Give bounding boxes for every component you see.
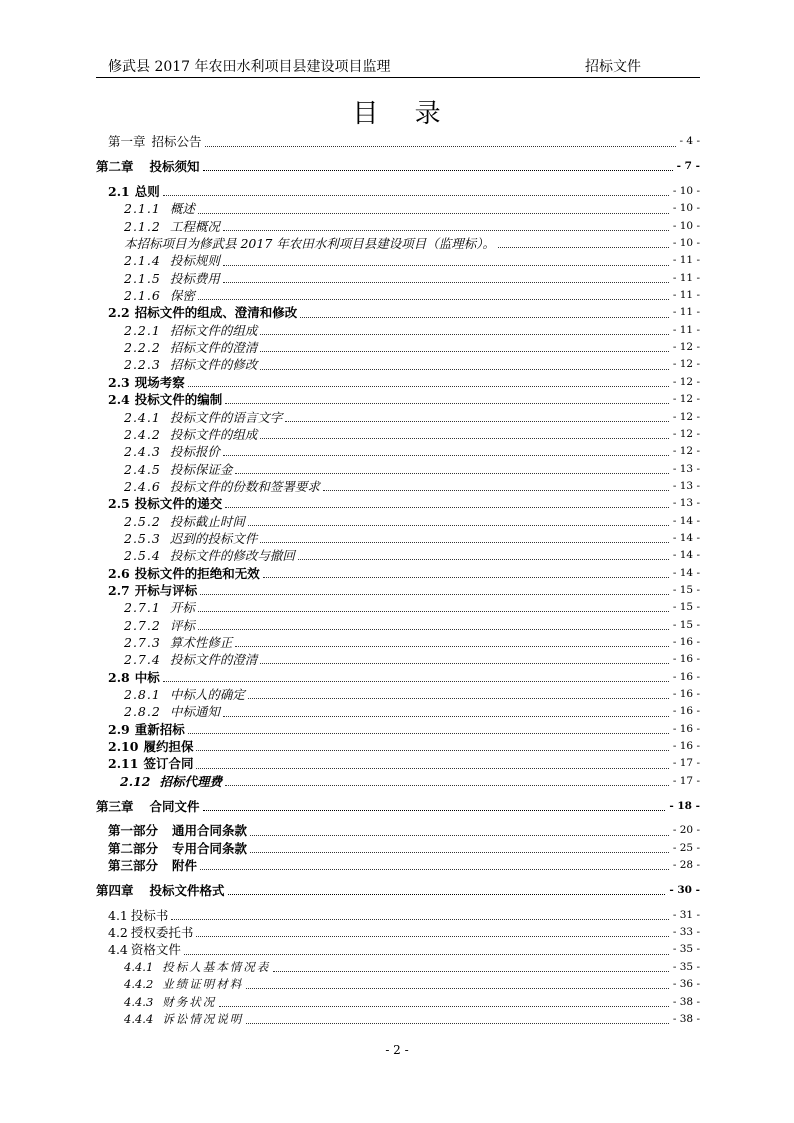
toc-entry (96, 798, 700, 815)
toc-entry-title: 现场考察 (134, 374, 185, 390)
toc-leader-dots (285, 421, 669, 422)
header-document-type: 招标文件 (585, 59, 641, 75)
toc-entry-number: 2.1.4 (124, 253, 161, 269)
toc-entry-title: 概述 (169, 201, 195, 217)
toc-entry (108, 183, 700, 200)
toc-page-number: - 38 - (672, 1012, 700, 1025)
toc-entry-title: 投标书 (130, 907, 169, 923)
toc-entry-title: 专用合同条款 (172, 840, 248, 856)
toc-page-number: - 16 - (672, 653, 700, 666)
toc-entry (124, 599, 700, 616)
toc-entry-number: 第二部分 (108, 840, 159, 856)
toc-page-number: - 16 - (672, 635, 700, 648)
toc-entry (124, 513, 700, 530)
toc-page-number: - 11 - (672, 323, 700, 336)
toc-leader-dots (200, 594, 669, 595)
toc-entry-number: 2.2.1 (124, 322, 161, 338)
toc-entry-number: 2.8 (108, 669, 130, 685)
toc-leader-dots (250, 835, 669, 836)
toc-entry-title: 招标文件的修改 (169, 357, 258, 373)
toc-page-number: - 20 - (672, 824, 700, 837)
toc-entry-title: 投标文件的拒绝和无效 (134, 565, 260, 581)
toc-page-number: - 12 - (672, 375, 700, 388)
toc-entry-number: 第三章 (96, 798, 134, 814)
toc-entry (124, 976, 700, 993)
toc-entry (124, 409, 700, 426)
toc-entry-number: 2.1.2 (124, 218, 161, 234)
toc-entry-number: 2.2.3 (124, 357, 161, 373)
toc-leader-dots (260, 542, 669, 543)
toc-entry (108, 907, 700, 924)
toc-page-number: - 10 - (672, 202, 700, 215)
toc-page-number: - 4 - (679, 135, 700, 148)
toc-leader-dots (246, 1023, 669, 1024)
toc-entry-number: 2.7.4 (124, 652, 161, 668)
toc-leader-dots (235, 473, 669, 474)
toc-entry-number: 2.4.5 (124, 461, 161, 477)
toc-title: 目 录 (352, 99, 442, 129)
toc-page-number: - 15 - (672, 601, 700, 614)
toc-entry (96, 882, 700, 899)
toc-entry (108, 755, 700, 772)
toc-entry-number: 4.4.3 (124, 994, 154, 1009)
toc-leader-dots (205, 146, 676, 147)
toc-page-number: - 35 - (672, 943, 700, 956)
toc-entry-title: 工程概况 (169, 218, 220, 234)
toc-leader-dots (188, 386, 669, 387)
toc-leader-dots (225, 507, 669, 508)
toc-page-number: - 14 - (672, 514, 700, 527)
toc-page-number: - 16 - (672, 705, 700, 718)
toc-entry-number: 2.4.1 (124, 409, 161, 425)
toc-leader-dots (250, 852, 669, 853)
toc-entry-number: 2.4.3 (124, 444, 161, 460)
toc-entry-title: 评标 (169, 617, 195, 633)
toc-entry-number: 2.4.2 (124, 426, 161, 442)
toc-page-number: - 31 - (672, 908, 700, 921)
toc-entry-title: 投标文件的份数和签署要求 (169, 478, 320, 494)
toc-entry (108, 822, 700, 839)
toc-page-number: - 7 - (676, 160, 700, 173)
toc-entry-number: 2.3 (108, 374, 130, 390)
toc-entry (124, 252, 700, 269)
toc-entry-number: 2.5.2 (124, 513, 161, 529)
toc-leader-dots (273, 971, 669, 972)
toc-leader-dots (248, 525, 669, 526)
toc-entry-number: 2.8.1 (124, 687, 161, 702)
toc-page-number: - 13 - (672, 497, 700, 510)
toc-leader-dots (498, 247, 669, 248)
toc-page-number: - 14 - (672, 531, 700, 544)
toc-entry (124, 443, 700, 460)
toc-page-number: - 16 - (672, 688, 700, 700)
toc-entry-title: 招标文件的澄清 (169, 340, 258, 356)
toc-entry-title: 投标报价 (169, 444, 220, 460)
toc-entry-title: 通用合同条款 (172, 823, 248, 839)
toc-entry-title: 招标文件的组成 (169, 322, 258, 338)
toc-entry-number: 2.1.6 (124, 288, 161, 304)
toc-entry-title: 招标公告 (151, 134, 202, 150)
toc-entry-title: 投标人基本情况表 (162, 959, 271, 974)
toc-leader-dots (163, 681, 669, 682)
toc-entry-title: 投标费用 (169, 270, 220, 286)
toc-entry-title: 投标文件的递交 (134, 496, 223, 512)
toc-page-number: - 11 - (672, 289, 700, 302)
toc-entry (124, 994, 700, 1011)
toc-entry (108, 495, 700, 512)
toc-entry-number: 4.1 (108, 907, 128, 923)
toc-entry-number: 2.2.2 (124, 340, 161, 356)
toc-entry-title: 投标截止时间 (169, 513, 245, 529)
toc-leader-dots (260, 663, 669, 664)
toc-page-number: - 15 - (672, 583, 700, 596)
toc-entry (108, 924, 700, 941)
toc-entry (108, 374, 700, 391)
toc-page-number: - 30 - (669, 883, 700, 896)
toc-entry (124, 426, 700, 443)
toc-entry-title: 业绩证明材料 (162, 977, 244, 992)
toc-entry (108, 565, 700, 582)
toc-page-number: - 12 - (672, 427, 700, 440)
toc-entry-number: 第三部分 (108, 858, 159, 874)
toc-entry-number: 4.2 (108, 925, 128, 941)
toc-entry (124, 959, 700, 976)
toc-entry (124, 322, 700, 339)
toc-entry-title: 中标人的确定 (169, 687, 245, 702)
toc-entry (124, 547, 700, 564)
toc-page-number: - 14 - (672, 566, 700, 579)
toc-leader-dots (196, 936, 668, 937)
toc-entry-title: 合同文件 (149, 798, 200, 814)
toc-leader-dots (188, 733, 669, 734)
toc-page-number: - 16 - (672, 670, 700, 683)
toc-entry-title: 投标规则 (169, 253, 220, 269)
toc-entry-title: 履约担保 (143, 739, 194, 755)
toc-entry (108, 133, 700, 150)
toc-leader-dots (198, 629, 669, 630)
toc-entry-number: 2.1 (108, 184, 130, 200)
toc-entry-title: 中标 (134, 669, 160, 685)
toc-page-number: - 36 - (672, 978, 700, 991)
toc-entry-title: 附件 (172, 858, 198, 874)
toc-page-number: - 35 - (672, 960, 700, 973)
toc-page-number: - 12 - (672, 445, 700, 458)
toc-entry-number: 2.5.3 (124, 530, 161, 546)
toc-page-number: - 10 - (672, 219, 700, 232)
toc-entry (108, 738, 700, 755)
toc-entry-title: 开标与评标 (134, 582, 198, 598)
toc-page-number: - 18 - (669, 799, 700, 812)
toc-entry (108, 941, 700, 958)
toc-leader-dots (260, 334, 669, 335)
toc-entry (108, 582, 700, 599)
toc-entry (124, 703, 700, 720)
toc-entry-number: 2.8.2 (124, 704, 161, 720)
toc-entry-number: 2.6 (108, 565, 130, 581)
toc-page-number: - 17 - (672, 774, 700, 787)
toc-entry (108, 304, 700, 321)
toc-entry-number: 2.1.1 (124, 201, 161, 217)
toc-page-number: - 12 - (672, 410, 700, 423)
toc-entry (124, 461, 700, 478)
toc-entry (108, 721, 700, 738)
toc-leader-dots (184, 954, 669, 955)
toc-page-number: - 17 - (672, 757, 700, 770)
toc-leader-dots (163, 195, 669, 196)
toc-entry-title: 总则 (134, 184, 160, 200)
toc-entry-title: 诉讼情况说明 (162, 1011, 244, 1026)
toc-leader-dots (323, 490, 669, 491)
toc-entry (124, 651, 700, 668)
toc-page-number: - 16 - (672, 722, 700, 735)
toc-entry-title: 投标文件的组成 (169, 426, 258, 442)
toc-entry (124, 634, 700, 651)
toc-page-number: - 10 - (672, 237, 700, 250)
toc-leader-dots (225, 785, 669, 786)
toc-entry-title: 投标文件的澄清 (169, 652, 258, 668)
toc-page-number: - 15 - (672, 618, 700, 631)
toc-entry (124, 218, 700, 235)
toc-entry-number: 2.1.5 (124, 270, 161, 286)
toc-entry-number: 4.4 (108, 942, 128, 958)
toc-entry (124, 200, 700, 217)
toc-leader-dots (260, 438, 669, 439)
toc-entry-number: 2.5 (108, 496, 130, 512)
toc-entry-title: 投标文件的语言文字 (169, 409, 283, 425)
toc-page-number: - 16 - (672, 740, 700, 753)
toc-leader-dots (298, 559, 669, 560)
toc-leader-dots (198, 299, 669, 300)
toc-entry-title: 投标文件的编制 (134, 392, 223, 408)
toc-entry-title: 中标通知 (169, 704, 220, 720)
toc-entry-title: 保密 (169, 288, 195, 304)
toc-entry (124, 530, 700, 547)
toc-entry-title: 投标保证金 (169, 461, 233, 477)
toc-entry-number: 2.7.3 (124, 634, 161, 650)
toc-leader-dots (203, 170, 673, 171)
toc-entry (124, 287, 700, 304)
toc-entry-title: 投标须知 (149, 159, 200, 175)
toc-entry-number: 第二章 (96, 159, 134, 175)
toc-entry-number: 4.4.4 (124, 1011, 154, 1026)
toc-entry-title: 投标文件的修改与撤回 (169, 548, 295, 564)
toc-page-number: - 14 - (672, 549, 700, 562)
toc-leader-dots (219, 1006, 669, 1007)
toc-entry (124, 356, 700, 373)
toc-page-number: - 28 - (672, 859, 700, 872)
toc-entry-number: 2.10 (108, 739, 139, 755)
toc-page-number: - 12 - (672, 358, 700, 371)
toc-page-number: - 11 - (672, 271, 700, 284)
toc-entry (108, 857, 700, 874)
toc-entry-title: 开标 (169, 600, 195, 616)
toc-entry (124, 339, 700, 356)
header-project-name: 修武县 2017 年农田水利项目县建设项目监理 (108, 59, 391, 75)
toc-leader-dots (196, 750, 668, 751)
toc-entry-number: 2.7.1 (124, 600, 161, 616)
toc-entry-number: 第四章 (96, 882, 134, 898)
toc-entry-number: 2.4 (108, 392, 130, 408)
toc-entry-title: 签订合同 (143, 756, 194, 772)
toc-page-number: - 11 - (672, 254, 700, 267)
toc-entry-title: 本招标项目为修武县 2017 年农田水利项目县建设项目（监理标）。 (124, 236, 496, 252)
toc-entry-number: 2.11 (108, 756, 139, 772)
toc-entry-number: 2.4.6 (124, 478, 161, 494)
toc-leader-dots (203, 810, 666, 811)
toc-entry (124, 617, 700, 634)
toc-entry-number: 4.4.1 (124, 959, 154, 974)
page-footer-number: - 2 - (385, 1043, 409, 1057)
toc-entry-title: 财务状况 (162, 994, 217, 1009)
table-of-contents (0, 133, 700, 1028)
toc-page-number: - 38 - (672, 995, 700, 1008)
toc-entry (124, 478, 700, 495)
toc-entry-number: 2.7.2 (124, 617, 161, 633)
toc-page-number: - 13 - (672, 479, 700, 492)
toc-entry-number: 2.9 (108, 721, 130, 737)
toc-leader-dots (235, 646, 669, 647)
toc-leader-dots (260, 351, 669, 352)
toc-leader-dots (248, 698, 669, 699)
toc-leader-dots (300, 317, 669, 318)
toc-leader-dots (200, 869, 669, 870)
toc-entry-number: 4.4.2 (124, 977, 154, 992)
toc-entry-number: 2.5.4 (124, 548, 161, 564)
toc-leader-dots (228, 894, 666, 895)
toc-page-number: - 13 - (672, 462, 700, 475)
toc-page-number: - 25 - (672, 841, 700, 854)
toc-entry (108, 391, 700, 408)
toc-page-number: - 12 - (672, 393, 700, 406)
toc-leader-dots (223, 230, 669, 231)
toc-leader-dots (246, 988, 669, 989)
toc-leader-dots (260, 369, 669, 370)
toc-page-number: - 11 - (672, 306, 700, 319)
toc-entry (108, 840, 700, 857)
toc-entry-title: 招标代理费 (159, 773, 222, 789)
toc-entry-title: 算术性修正 (169, 634, 233, 650)
toc-entry (108, 669, 700, 686)
toc-page-number: - 10 - (672, 185, 700, 198)
toc-entry-number: 第一部分 (108, 823, 159, 839)
toc-entry-title: 招标文件的组成、澄清和修改 (134, 305, 298, 321)
toc-leader-dots (198, 213, 669, 214)
toc-leader-dots (223, 265, 669, 266)
toc-entry (96, 158, 700, 175)
toc-entry-number: 第一章 (108, 134, 146, 150)
toc-leader-dots (223, 716, 669, 717)
toc-page-number: - 12 - (672, 341, 700, 354)
toc-entry-title: 迟到的投标文件 (169, 530, 258, 546)
toc-leader-dots (223, 455, 669, 456)
toc-entry-number: 2.2 (108, 305, 130, 321)
toc-leader-dots (225, 403, 669, 404)
toc-entry (124, 270, 700, 287)
toc-entry-number: 2.12 (120, 773, 151, 789)
toc-leader-dots (223, 282, 669, 283)
toc-entry-title: 重新招标 (134, 721, 185, 737)
toc-entry (124, 235, 700, 252)
toc-entry (124, 1011, 700, 1028)
toc-leader-dots (171, 919, 668, 920)
toc-leader-dots (263, 577, 669, 578)
toc-leader-dots (198, 611, 669, 612)
toc-entry-title: 投标文件格式 (149, 882, 225, 898)
toc-entry (120, 773, 700, 790)
toc-entry (124, 686, 700, 703)
toc-page-number: - 33 - (672, 926, 700, 939)
toc-leader-dots (196, 768, 668, 769)
toc-entry-title: 资格文件 (130, 942, 181, 958)
page-header (96, 57, 700, 78)
toc-entry-number: 2.7 (108, 582, 130, 598)
toc-entry-title: 授权委托书 (130, 925, 194, 941)
